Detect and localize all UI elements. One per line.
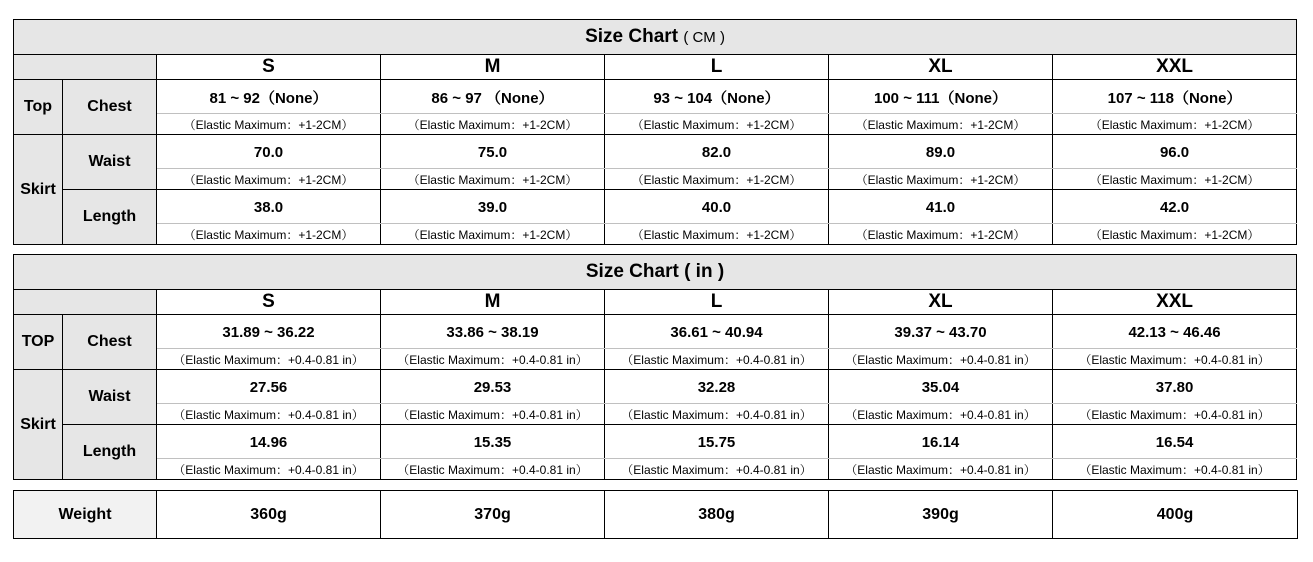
measure-value: 86 ~ 97 （None） [381, 80, 605, 114]
measure-chest: Chest [63, 315, 157, 370]
elastic-note: （Elastic Maximum：+1-2CM） [381, 224, 605, 245]
measure-value: 100 ~ 111（None） [829, 80, 1053, 114]
table-row [14, 190, 1297, 224]
size-chart-inches [13, 254, 1297, 480]
elastic-note: （Elastic Maximum：+1-2CM） [157, 224, 381, 245]
measure-waist: Waist [63, 135, 157, 190]
table-row [14, 491, 1298, 539]
size-header: L [605, 55, 829, 80]
header-blank [14, 55, 157, 80]
measure-value: 42.13 ~ 46.46 [1053, 315, 1297, 349]
table-row [14, 114, 1297, 135]
measure-value: 81 ~ 92（None） [157, 80, 381, 114]
measure-value: 39.37 ~ 43.70 [829, 315, 1053, 349]
measure-value: 27.56 [157, 370, 381, 404]
elastic-note: （Elastic Maximum：+0.4-0.81 in） [605, 459, 829, 480]
table-row [14, 404, 1297, 425]
elastic-note: （Elastic Maximum：+0.4-0.81 in） [381, 349, 605, 370]
table-row [14, 169, 1297, 190]
measure-chest: Chest [63, 80, 157, 135]
weight-value: 390g [829, 491, 1053, 539]
elastic-note: （Elastic Maximum：+1-2CM） [829, 114, 1053, 135]
elastic-note: （Elastic Maximum：+1-2CM） [1053, 114, 1297, 135]
size-header: M [381, 55, 605, 80]
elastic-note: （Elastic Maximum：+1-2CM） [381, 169, 605, 190]
elastic-note: （Elastic Maximum：+0.4-0.81 in） [605, 349, 829, 370]
elastic-note: （Elastic Maximum：+1-2CM） [829, 224, 1053, 245]
measure-value: 96.0 [1053, 135, 1297, 169]
elastic-note: （Elastic Maximum：+1-2CM） [1053, 169, 1297, 190]
size-header-row [14, 55, 1297, 80]
size-header: XL [829, 290, 1053, 315]
elastic-note: （Elastic Maximum：+0.4-0.81 in） [829, 349, 1053, 370]
measure-value: 33.86 ~ 38.19 [381, 315, 605, 349]
measure-value: 40.0 [605, 190, 829, 224]
size-header: S [157, 55, 381, 80]
elastic-note: （Elastic Maximum：+0.4-0.81 in） [829, 404, 1053, 425]
chart-title: Size Chart ( CM ) [14, 20, 1297, 55]
measure-value: 38.0 [157, 190, 381, 224]
elastic-note: （Elastic Maximum：+1-2CM） [605, 224, 829, 245]
table-row [14, 135, 1297, 169]
elastic-note: （Elastic Maximum：+1-2CM） [605, 114, 829, 135]
measure-value: 14.96 [157, 425, 381, 459]
measure-value: 16.14 [829, 425, 1053, 459]
elastic-note: （Elastic Maximum：+1-2CM） [829, 169, 1053, 190]
elastic-note: （Elastic Maximum：+0.4-0.81 in） [1053, 404, 1297, 425]
measure-length: Length [63, 190, 157, 245]
size-header-row [14, 290, 1297, 315]
elastic-note: （Elastic Maximum：+1-2CM） [1053, 224, 1297, 245]
chart-title: Size Chart ( in ) [14, 255, 1297, 290]
weight-value: 370g [381, 491, 605, 539]
elastic-note: （Elastic Maximum：+1-2CM） [605, 169, 829, 190]
measure-value: 107 ~ 118（None） [1053, 80, 1297, 114]
elastic-note: （Elastic Maximum：+1-2CM） [157, 114, 381, 135]
measure-value: 70.0 [157, 135, 381, 169]
category-top: TOP [14, 315, 63, 370]
measure-value: 39.0 [381, 190, 605, 224]
elastic-note: （Elastic Maximum：+1-2CM） [381, 114, 605, 135]
measure-value: 15.75 [605, 425, 829, 459]
elastic-note: （Elastic Maximum：+1-2CM） [157, 169, 381, 190]
weight-value: 380g [605, 491, 829, 539]
measure-value: 15.35 [381, 425, 605, 459]
elastic-note: （Elastic Maximum：+0.4-0.81 in） [829, 459, 1053, 480]
table-row [14, 425, 1297, 459]
category-skirt: Skirt [14, 370, 63, 480]
measure-value: 32.28 [605, 370, 829, 404]
measure-value: 41.0 [829, 190, 1053, 224]
measure-value: 93 ~ 104（None） [605, 80, 829, 114]
weight-value: 400g [1053, 491, 1298, 539]
measure-value: 36.61 ~ 40.94 [605, 315, 829, 349]
measure-length: Length [63, 425, 157, 480]
header-blank [14, 290, 157, 315]
measure-value: 31.89 ~ 36.22 [157, 315, 381, 349]
category-skirt: Skirt [14, 135, 63, 245]
size-header: XXL [1053, 290, 1297, 315]
size-header: L [605, 290, 829, 315]
elastic-note: （Elastic Maximum：+0.4-0.81 in） [157, 404, 381, 425]
weight-value: 360g [157, 491, 381, 539]
elastic-note: （Elastic Maximum：+0.4-0.81 in） [157, 459, 381, 480]
weight-label: Weight [14, 491, 157, 539]
measure-value: 89.0 [829, 135, 1053, 169]
measure-value: 35.04 [829, 370, 1053, 404]
measure-value: 42.0 [1053, 190, 1297, 224]
size-header: S [157, 290, 381, 315]
table-row [14, 370, 1297, 404]
chart-unit: ( CM ) [683, 29, 725, 46]
measure-value: 75.0 [381, 135, 605, 169]
measure-value: 37.80 [1053, 370, 1297, 404]
size-chart-cm [13, 19, 1297, 245]
weight-table [13, 490, 1298, 539]
elastic-note: （Elastic Maximum：+0.4-0.81 in） [157, 349, 381, 370]
size-header: M [381, 290, 605, 315]
table-row [14, 80, 1297, 114]
chart-unit: ( in ) [684, 261, 725, 282]
measure-value: 82.0 [605, 135, 829, 169]
elastic-note: （Elastic Maximum：+0.4-0.81 in） [381, 404, 605, 425]
measure-value: 29.53 [381, 370, 605, 404]
table-row [14, 224, 1297, 245]
measure-value: 16.54 [1053, 425, 1297, 459]
table-row [14, 459, 1297, 480]
table-row [14, 349, 1297, 370]
table-row [14, 315, 1297, 349]
elastic-note: （Elastic Maximum：+0.4-0.81 in） [605, 404, 829, 425]
measure-waist: Waist [63, 370, 157, 425]
size-header: XL [829, 55, 1053, 80]
elastic-note: （Elastic Maximum：+0.4-0.81 in） [1053, 349, 1297, 370]
category-top: Top [14, 80, 63, 135]
size-header: XXL [1053, 55, 1297, 80]
elastic-note: （Elastic Maximum：+0.4-0.81 in） [381, 459, 605, 480]
elastic-note: （Elastic Maximum：+0.4-0.81 in） [1053, 459, 1297, 480]
